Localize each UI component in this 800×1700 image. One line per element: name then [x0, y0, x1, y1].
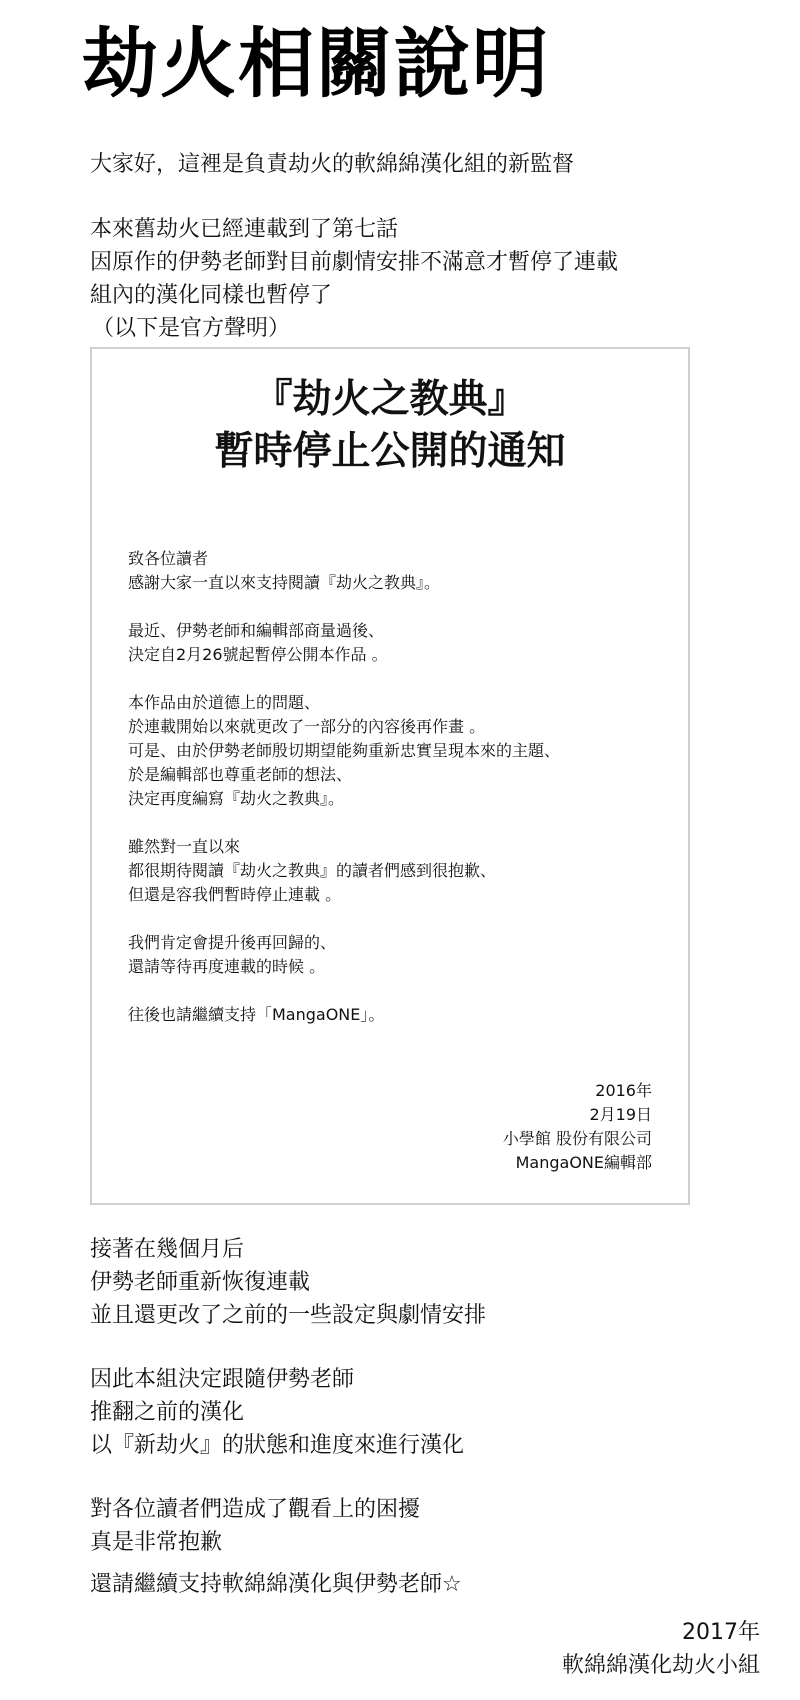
notice-line: 可是、由於伊勢老師殷切期望能夠重新忠實呈現本來的主題、: [128, 741, 561, 760]
official-notice-box: [90, 347, 690, 1205]
footer-year: 2017年: [682, 1620, 760, 1645]
signature-company: 小學館 股份有限公司: [502, 1129, 652, 1148]
after-line: 還請繼續支持軟綿綿漢化與伊勢老師☆: [90, 1572, 462, 1597]
notice-line: 但還是容我們暫時停止連載 。: [128, 885, 342, 904]
after-line: 接著在幾個月后: [90, 1237, 245, 1262]
notice-line: 我們肯定會提升後再回歸的、: [128, 933, 337, 952]
intro-greeting-block: [90, 148, 574, 181]
notice-line: 都很期待閱讀『劫火之教典』的讀者們感到很抱歉、: [128, 861, 497, 880]
notice-line: 決定再度編寫『劫火之教典』。: [128, 789, 345, 808]
notice-signature: [503, 1079, 652, 1175]
after-line: 以『新劫火』的狀態和進度來進行漢化: [90, 1433, 465, 1458]
signature-date: 2月19日: [589, 1105, 652, 1124]
notice-paragraph: [128, 691, 560, 811]
intro-line: 本來舊劫火已經連載到了第七話: [90, 217, 399, 242]
notice-title-line2: 暫時停止公開的通知: [214, 429, 566, 474]
notice-line: 還請等待再度連載的時候 。: [128, 957, 326, 976]
after-line: 並且還更改了之前的一些設定與劇情安排: [90, 1303, 487, 1328]
intro-line: 因原作的伊勢老師對目前劇情安排不滿意才暫停了連載: [90, 250, 619, 275]
after-line: 對各位讀者們造成了觀看上的困擾: [90, 1497, 421, 1522]
notice-paragraph: [128, 931, 336, 979]
notice-line: 本作品由於道德上的問題、: [128, 693, 321, 712]
after-line: 推翻之前的漢化: [90, 1400, 245, 1425]
notice-line: 於是編輯部也尊重老師的想法、: [128, 765, 353, 784]
notice-paragraph: [128, 835, 496, 907]
intro-line: 組內的漢化同樣也暫停了: [90, 283, 333, 308]
notice-line: 感謝大家一直以來支持閱讀『劫火之教典』。: [128, 573, 441, 592]
after-paragraph: [90, 1493, 420, 1559]
intro-line: （以下是官方聲明）: [92, 316, 291, 341]
notice-line: 往後也請繼續支持「MangaONE」。: [128, 1005, 385, 1024]
notice-line: 致各位讀者: [128, 549, 209, 568]
notice-title-line1: 『劫火之教典』: [253, 377, 527, 422]
after-paragraph: [90, 1568, 462, 1601]
after-paragraph: [90, 1363, 464, 1462]
signature-year: 2016年: [595, 1081, 652, 1100]
after-line: 伊勢老師重新恢復連載: [90, 1270, 311, 1295]
intro-paragraph: [90, 213, 618, 345]
after-line: 真是非常抱歉: [90, 1530, 223, 1555]
notice-line: 決定自2月26號起暫停公開本作品 。: [128, 645, 388, 664]
signature-department: MangaONE編輯部: [515, 1153, 652, 1172]
notice-line: 於連載開始以來就更改了一部分的內容後再作畫 。: [128, 717, 486, 736]
notice-paragraph: [128, 547, 440, 595]
intro-greeting: 大家好，這裡是負責劫火的軟綿綿漢化組的新監督: [90, 152, 575, 177]
after-line: 因此本組決定跟隨伊勢老師: [90, 1367, 355, 1392]
notice-paragraph: [128, 1003, 384, 1027]
notice-paragraph: [128, 619, 388, 667]
notice-line: 最近、伊勢老師和編輯部商量過後、: [128, 621, 385, 640]
footer-group: 軟綿綿漢化劫火小組: [561, 1653, 760, 1678]
notice-line: 雖然對一直以來: [128, 837, 241, 856]
after-paragraph: [90, 1233, 486, 1332]
page-title: 劫火相關說明: [82, 19, 550, 108]
footer-signature: [562, 1616, 760, 1682]
